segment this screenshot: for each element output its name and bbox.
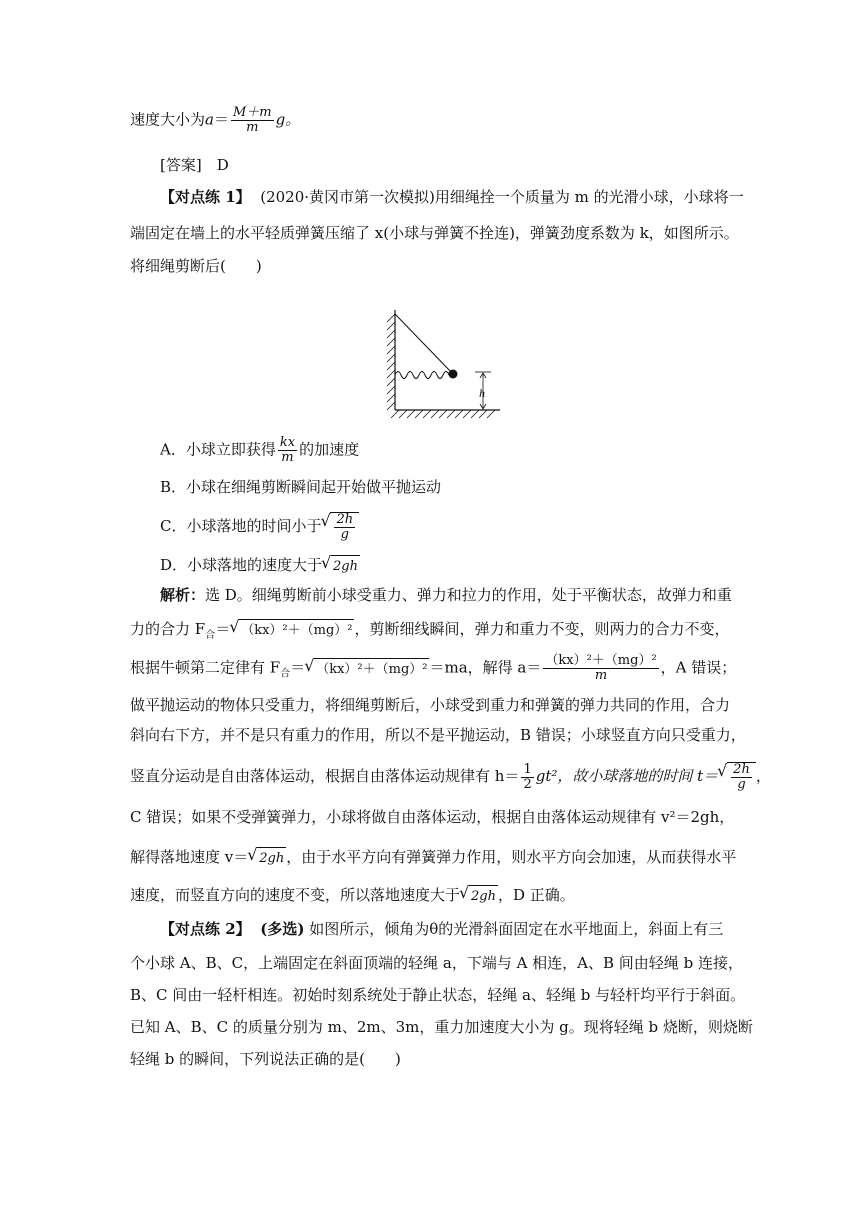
rope	[395, 314, 453, 374]
text: 用细绳拴一个质量为 m 的光滑小球，小球将一	[434, 188, 744, 206]
practice-2-label: 【对点练 2】	[160, 920, 251, 938]
solution-line-3: 根据牛顿第二定律有 $F_合=√$ （kx）²＋（mg）² ＝ma，解得 a＝ $\frac{\text{（kx）²＋（mg）²}}{m}$ ，A 错误；	[130, 654, 730, 686]
text: g。	[275, 110, 301, 129]
practice-2-line-5: 轻绳 b 的瞬间，下列说法正确的是( )	[130, 1050, 401, 1068]
option-c: C．小球落地的时间小于 √ $\frac{2h}{g}$	[160, 512, 760, 542]
option-b: B．小球在细绳剪断瞬间起开始做平抛运动	[160, 478, 442, 496]
equals: ＝	[213, 110, 229, 129]
option-d: D．小球落地的速度大于√ 2gh	[160, 554, 760, 578]
wall-hatching	[387, 314, 395, 410]
solution-line-1: 解析：选 D。细绳剪断前小球受重力、弹力和拉力的作用，处于平衡状态，故弹力和重	[160, 586, 732, 604]
line-acceleration	[130, 106, 730, 135]
solution-label: 解析：	[160, 586, 206, 604]
practice-1-label: 【对点练 1】	[160, 188, 251, 206]
answer-line: [答案] D	[160, 156, 229, 174]
solution-line-5: 斜向右下方，并不是只有重力的作用，所以不是平抛运动，B 错误；小球竖直方向只受重力，	[130, 726, 746, 744]
multi-choice-tag: (多选)	[260, 920, 305, 938]
practice-2-line-4: 已知 A、B、C 的质量分别为 m、2m、3m，重力加速度大小为 g。现将轻绳 b 烧断，则烧断	[130, 1018, 753, 1036]
practice-2-line-1: 【对点练 2】 (多选) 如图所示，倾角为θ的光滑斜面固定在水平地面上，斜面上有三	[160, 920, 724, 938]
practice-1-source: (2020·黄冈市第一次模拟)	[260, 188, 435, 206]
var-a: a	[205, 110, 214, 129]
sqrt-2h-over-g: √ $\frac{2h}{g}$	[321, 512, 359, 542]
practice-1-line-2: 端固定在墙上的水平轻质弹簧压缩了 x(小球与弹簧不拴连)，弹簧劲度系数为 k，如图所示。	[130, 224, 739, 242]
solution-line-4: 做平抛运动的物体只受重力，将细绳剪断后，小球受到重力和弹簧的弹力共同的作用，合力	[130, 696, 731, 714]
spring	[395, 372, 449, 379]
practice-2-line-2: 个小球 A、B、C，上端固定在斜面顶端的轻绳 a，下端与 A 相连，A、B 间由轻绳 b 连接，	[130, 954, 743, 972]
spring-ball-figure	[375, 300, 505, 425]
ball	[449, 370, 458, 379]
practice-1-line-3: 将细绳剪断后( )	[130, 257, 262, 275]
text: 速度大小为	[130, 110, 206, 129]
solution-line-8: 解得落地速度 v＝√ 2gh ，由于水平方向有弹簧弹力作用，则水平方向会加速，从而获得水平	[130, 846, 730, 870]
practice-2-line-3: B、C 间由一轻杆相连。初始时刻系统处于静止状态，轻绳 a、轻绳 b 与轻杆均平行于斜面。	[130, 986, 746, 1004]
solution-line-9: 速度，而竖直方向的速度不变，所以落地速度大于√ 2gh ，D 正确。	[130, 884, 730, 908]
height-label: h	[479, 389, 486, 400]
sqrt-2gh: √ 2gh	[322, 554, 360, 578]
ground-hatching	[391, 410, 495, 418]
solution-line-2: 力的合力 $F_合=√$ （kx）²＋（mg）² ，剪断细线瞬间，弹力和重力不变，则两力的合力不变，	[130, 618, 730, 647]
solution-line-6: 竖直分运动是自由落体运动，根据自由落体运动规律有 h＝ $\frac{1}{2}$ gt²，故小球落地的时间 t＝ √ $\frac{2h}{g}$ ，	[130, 762, 730, 792]
solution-line-7: C 错误；如果不受弹簧弹力，小球将做自由落体运动，根据自由落体运动规律有 v²＝2gh，	[130, 808, 735, 826]
option-a: A．小球立即获得 $\frac{kx}{m}$ 的加速度	[160, 435, 360, 465]
practice-1-line-1	[160, 186, 760, 208]
fraction-kx-over-m: $\frac{kx}{m}$	[279, 435, 296, 465]
fraction-M-plus-m-over-m: $\frac{M+m}{m}$	[232, 105, 272, 135]
